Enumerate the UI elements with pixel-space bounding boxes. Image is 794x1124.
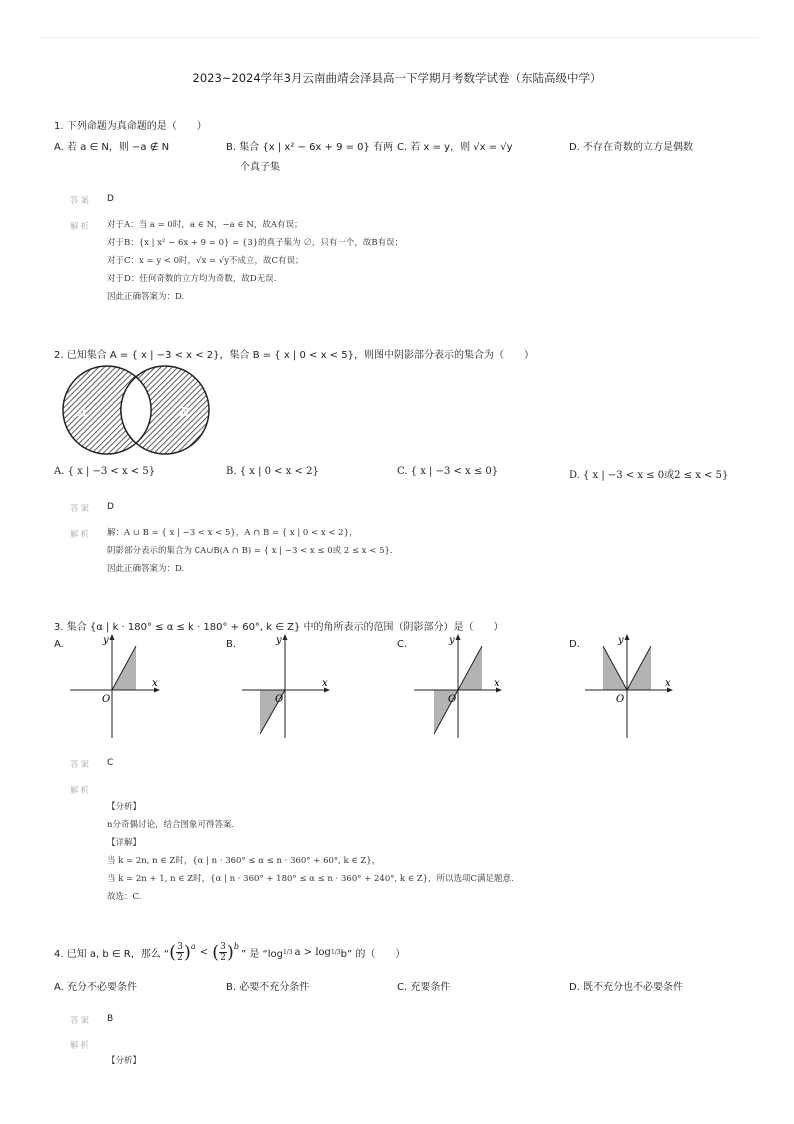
y-axis-label: y [103,635,109,646]
q3-analysis-line: n分奇偶讨论，结合图象可得答案. [107,820,235,830]
q1-analysis-line: 对于C：x = y < 0时，√x = √y不成立，故C有误； [107,256,304,266]
page-title: 2023~2024学年3月云南曲靖会泽县高一下学期月考数学试卷（东陆高级中学） [192,71,602,85]
paren-close: ) [183,942,191,963]
paren-open: ( [212,942,220,963]
q3-analysis-line: 【详解】 [107,838,142,848]
fraction-numerator: 3 [177,942,183,952]
q4-answer-label: 答案 [70,1016,92,1026]
top-divider [40,37,758,38]
y-axis-label: y [618,635,624,646]
q2-option-b: B. { x | 0 < x < 2} [226,466,319,477]
origin-label: O [448,694,457,705]
q4-stem-part: a > log [294,947,331,958]
q4-stem [54,942,405,963]
q4-stem-part: b” 的（ ） [340,949,406,960]
q2-option-a: A. { x | −3 < x < 5} [54,466,156,477]
paren-close: ) [226,942,234,963]
q3-analysis [107,798,514,906]
x-axis-label: x [665,678,671,689]
origin-label: O [616,694,625,705]
q4-stem-part: 4. 已知 a, b ∈ R，那么 “ [54,949,170,960]
q1-option-d: D. 不存在奇数的立方是偶数 [569,142,694,153]
venn-diagram [56,364,216,460]
less-than-sign: < [199,947,209,958]
q2-analysis-label: 解析 [70,530,92,540]
q1-answer: D [107,194,114,204]
q1-option-c: C. 若 x = y，则 √x = √y [397,142,513,153]
q3-analysis-line: 故选：C. [107,892,142,902]
q2-answer-label: 答案 [70,504,92,514]
q4-option-c: C. 充要条件 [397,982,451,993]
q3-option-d-label: D. [569,639,580,650]
q3-stem: 3. 集合 {α | k · 180° ≤ α ≤ k · 180° + 60°, k ∈ Z} 中的角所表示的范围（阴影部分）是（ ） [54,622,504,633]
q4-analysis-line: 【分析】 [107,1056,142,1066]
q2-option-d: D. { x | −3 < x ≤ 0或2 ≤ x < 5} [569,470,729,481]
q4-stem-part: ” 是 “log [241,949,283,960]
q2-analysis [107,524,393,578]
q4-option-d: D. 既不充分也不必要条件 [569,982,684,993]
q2-answer: D [107,502,114,512]
q3-analysis-line: 当 k = 2n + 1, n ∈ Z时，{α | n · 360° + 180° ≤ α ≤ n · 360° + 240°, k ∈ Z}，所以选项C满足题意. [107,874,514,884]
q3-answer: C [107,758,114,768]
venn-label-a: A [78,405,87,419]
q1-analysis-label: 解析 [70,222,92,232]
q3-option-b-label: B. [226,639,237,650]
q2-stem: 2. 已知集合 A = { x | −3 < x < 2}，集合 B = { x | 0 < x < 5}，则图中阴影部分表示的集合为（ ） [54,350,534,361]
q4-option-a: A. 充分不必要条件 [54,982,138,993]
q3-analysis-line: 当 k = 2n, n ∈ Z时，{α | n · 360° ≤ α ≤ n · 360° + 60°, k ∈ Z}， [107,856,381,866]
q4-analysis [107,1052,141,1070]
q4-analysis-label: 解析 [70,1041,92,1051]
q3-analysis-line: 【分析】 [107,802,142,812]
y-axis-label: y [276,635,282,646]
venn-label-b: B [180,405,189,419]
paren-open: ( [169,942,177,963]
x-axis-label: x [322,678,328,689]
q2-option-c: C. { x | −3 < x ≤ 0} [397,466,499,477]
origin-label: O [275,694,284,705]
q1-stem: 1. 下列命题为真命题的是（ ） [54,121,207,132]
q3-option-c-graph [412,632,512,740]
fraction-a [176,942,184,963]
x-axis-label: x [152,678,158,689]
q1-answer-label: 答案 [70,196,92,206]
q2-analysis-line: 阴影部分表示的集合为 ∁A∪B(A ∩ B) = { x | −3 < x ≤ 0或 2 ≤ x < 5}. [107,546,393,556]
q3-option-c-label: C. [397,639,408,650]
q1-analysis-line: 因此正确答案为：D. [107,292,185,302]
q3-option-a-label: A. [54,639,64,650]
q1-option-b-cont: 个真子集 [240,162,280,173]
q2-analysis-line: 解：A ∪ B = { x | −3 < x < 5}，A ∩ B = { x | 0 < x < 2}， [107,528,358,538]
q3-option-d-graph [583,632,683,740]
y-axis-label: y [449,635,455,646]
fraction-denominator: 2 [220,953,226,963]
fraction-denominator: 2 [177,953,183,963]
fraction-numerator: 3 [220,942,226,952]
q3-option-a-graph [68,632,168,740]
q1-analysis [107,216,403,306]
fraction-b [219,942,227,963]
exponent-a: a [190,942,196,951]
q1-option-a: A. 若 a ∈ N，则 −a ∉ N [54,142,170,153]
q1-analysis-line: 对于D：任何奇数的立方均为奇数，故D无误. [107,274,277,284]
log-base: 1/3 [282,949,293,956]
q4-answer: B [107,1014,114,1024]
q1-option-b: B. 集合 {x | x² − 6x + 9 = 0} 有两 [226,142,394,153]
q3-option-b-graph [240,632,340,740]
q1-analysis-line: 对于A：当 a = 0时，a ∈ N，−a ∈ N，故A有误； [107,220,303,230]
exponent-b: b [233,942,239,951]
q3-answer-label: 答案 [70,760,92,770]
log-base: 1/3 [330,949,341,956]
origin-label: O [102,694,111,705]
q1-analysis-line: 对于B：{x | x² − 6x + 9 = 0} = {3}的真子集为 ∅，只有一个，故B有误； [107,238,404,248]
q4-option-b: B. 必要不充分条件 [226,982,310,993]
q3-analysis-label: 解析 [70,786,92,796]
q2-analysis-line: 因此正确答案为：D. [107,564,185,574]
x-axis-label: x [494,678,500,689]
